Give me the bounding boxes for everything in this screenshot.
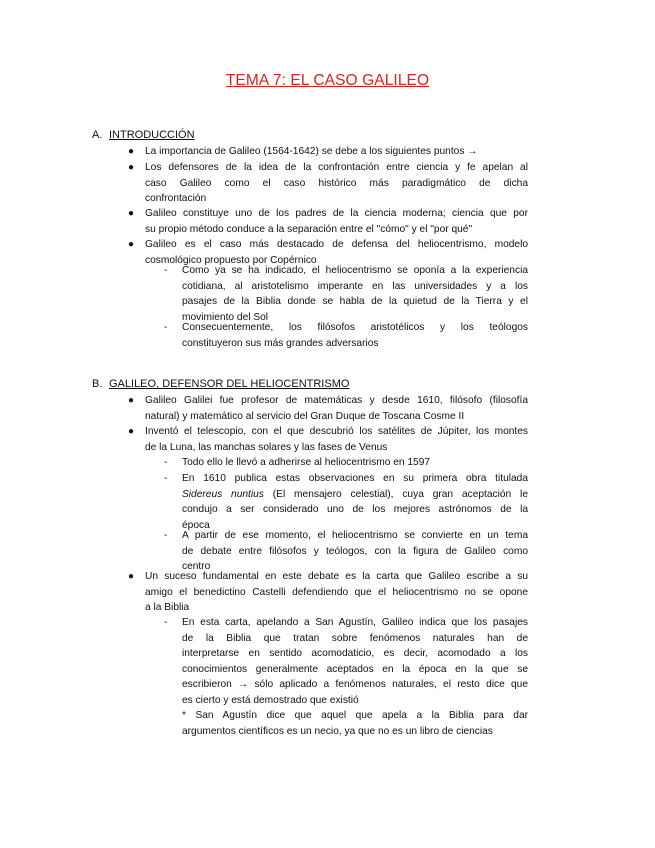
bullet-marker: ●: [128, 162, 135, 173]
list-item: Galileo Galilei fue profesor de matemáticas y desde 1610, filósofo (filosofía natural) y matemático al servicio del Gran Duque de Toscana Cosme II: [145, 395, 528, 422]
bullet-marker: ●: [128, 208, 135, 219]
bullet-marker: ●: [128, 426, 135, 437]
dash-marker: -: [164, 265, 168, 276]
sub-list-item: En esta carta, apelando a San Agustín, Galileo indica que los pasajes de la Biblia que tratan sobre fenómenos naturales han de interpretarse en sentido acomodaticio, es decir, acomodado a los conocimientos generalmente aceptados en la época en la que se escribieron → sólo aplicado a fenómenos naturales, el resto dice que es cierto y está demostrado que existió: [182, 617, 528, 706]
section-b-heading: [92, 377, 349, 393]
bullet-marker: ●: [128, 395, 135, 406]
document-title: TEMA 7: EL CASO GALILEO: [225, 72, 430, 89]
sub-list-item: A partir de ese momento, el heliocentrismo se convierte en un tema de debate entre filósofos y teólogos, con la figura de Galileo como centro: [182, 530, 528, 572]
list-item: La importancia de Galileo (1564-1642) se debe a los siguientes puntos →: [145, 146, 478, 157]
book-title: Sidereus nuntius: [182, 488, 264, 500]
dash-marker: -: [164, 617, 168, 628]
list-item: Galileo constituye uno de los padres de la ciencia moderna; ciencia que por su propio método conduce a la separación entre el "cómo" y el "por qué": [145, 208, 528, 235]
sub-list-item: Todo ello le llevó a adherirse al heliocentrismo en 1597: [182, 457, 431, 468]
bullet-marker: ●: [128, 146, 135, 157]
section-letter: A.: [92, 129, 103, 141]
section-letter: B.: [92, 378, 103, 390]
dash-marker: -: [164, 530, 168, 541]
sub-list-item: Como ya se ha indicado, el heliocentrismo se oponía a la experiencia cotidiana, al aristotelismo imperante en las universidades y a los pasajes de la Biblia donde se habla de la quietud de la Tierra y el movimiento del Sol: [182, 265, 528, 323]
section-a-heading: [92, 128, 195, 144]
bullet-marker: ●: [128, 239, 135, 250]
section-title: GALILEO, DEFENSOR DEL HELIOCENTRISMO: [109, 378, 350, 390]
section-title: INTRODUCCIÓN: [109, 129, 195, 141]
footnote: * San Agustín dice que aquel que apela a la Biblia para dar argumentos científicos es un necio, ya que no es un libro de ciencias: [182, 710, 528, 737]
list-item: Un suceso fundamental en este debate es la carta que Galileo escribe a su amigo el benedictino Castelli defendiendo que el heliocentrismo no se opone a la Biblia: [145, 571, 528, 613]
list-item: Los defensores de la idea de la confrontación entre ciencia y fe apelan al caso Galileo como el caso histórico más paradigmático de dicha confrontación: [145, 162, 528, 204]
dash-marker: -: [164, 322, 168, 333]
dash-marker: -: [164, 457, 168, 468]
sub-list-item: En 1610 publica estas observaciones en su primera obra titulada Sidereus nuntius (El mensajero celestial), cuya gran aceptación le condujo a ser considerado uno de los mejores astrónomos de la época: [182, 473, 528, 531]
dash-marker: -: [164, 473, 168, 484]
bullet-marker: ●: [128, 571, 135, 582]
sub-list-item: Consecuentemente, los filósofos aristotélicos y los teólogos constituyeron sus más grandes adversarios: [182, 322, 528, 349]
list-item: Inventó el telescopio, con el que descubrió los satélites de Júpiter, los montes de la Luna, las manchas solares y las fases de Venus: [145, 426, 528, 453]
list-item: Galileo es el caso más destacado de defensa del heliocentrismo, modelo cosmológico propuesto por Copérnico: [145, 239, 528, 266]
